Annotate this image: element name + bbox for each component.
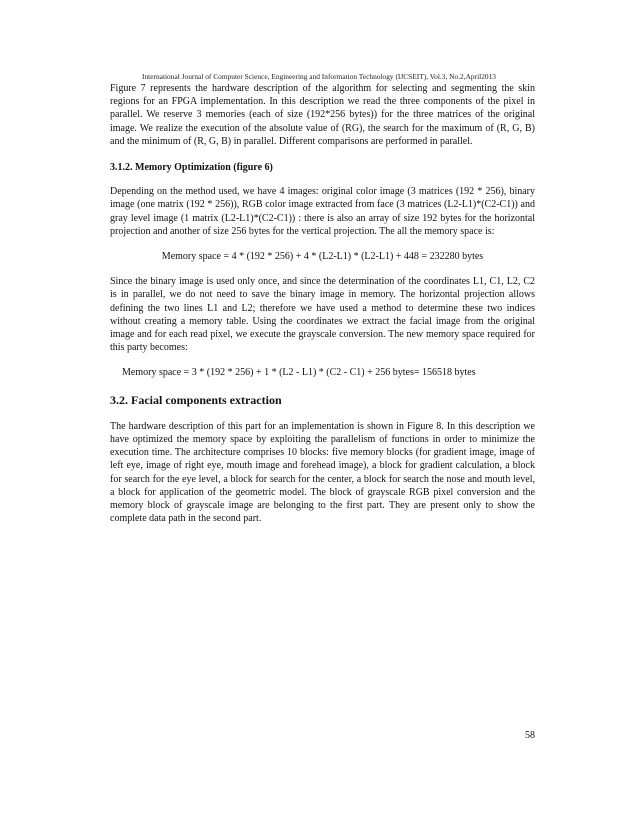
formula-memory-space-1: Memory space = 4 * (192 * 256) + 4 * (L2-L1) * (L2-L1) + 448 = 232280 bytes [161,251,484,263]
running-header: International Journal of Computer Science, Engineering and Information Technology (IJCSEIT), Vol.3, No.2,April2013 [142,72,496,81]
formula-memory-space-2: Memory space = 3 * (192 * 256) + 1 * (L2 - L1) * (C2 - C1) + 256 bytes= 156518 bytes [122,367,476,379]
paragraph-memory-images: Depending on the method used, we have 4 images: original color image (3 matrices (192 * 256), binary image (one matrix (192 * 256)), RGB color image extracted from face (3 matrices (L2-L1)*(C2-C1)) and gray level image (1 matrix (L2-L1)*(C2-C1)) : there is also an array of size 192 bytes for the horizontal projection and another of size 256 bytes for the vertical projection. The all the memory space is: [110,186,535,237]
section-heading: 3.2. Facial components extraction [110,392,282,407]
body-content [110,82,535,525]
subsection-heading: 3.1.2. Memory Optimization (figure 6) [110,162,273,174]
page-number: 58 [525,730,535,741]
paragraph-binary-image: Since the binary image is used only once, and since the determination of the coordinates L1, C1, L2, C2 is in parallel, we do not need to save the binary image in memory. The horizontal projection allows defining the two lines L1 and L2; therefore we have used a method to determine these two indices without creating a memory table. Using the coordinates we extract the facial image from the original image and for each read pixel, we execute the grayscale conversion. The new memory space required for this party becomes: [110,276,535,354]
paragraph-facial-components: The hardware description of this part for an implementation is shown in Figure 8. In this description we have optimized the memory space by exploiting the parallelism of functions in order to minimize the execution time. The architecture comprises 10 blocks: five memory blocks (for gradient image, image of left eye, image of right eye, mouth image and forehead image), a block for gradient calculation, a block for search for the eye level, a block for search for the center, a block for search the nose and mouth level, a block for application of the geometric model. The block of grayscale RGB pixel conversion and the memory block of grayscale image are belonging to the first part. They are present only to show the complete data path in the second part. [110,420,535,525]
paragraph-hardware-description: Figure 7 represents the hardware description of the algorithm for selecting and segmenting the skin regions for an FPGA implementation. In this description we read the three components of the pixel in parallel. We reserve 3 memories (each of size (192*256 bytes)) for the three matrices of the original image. We realize the execution of the absolute value of (RG), the search for the maximum of (R, G, B) and the minimum of (R, G, B) in parallel. Different comparisons are performed in parallel. [110,83,535,147]
